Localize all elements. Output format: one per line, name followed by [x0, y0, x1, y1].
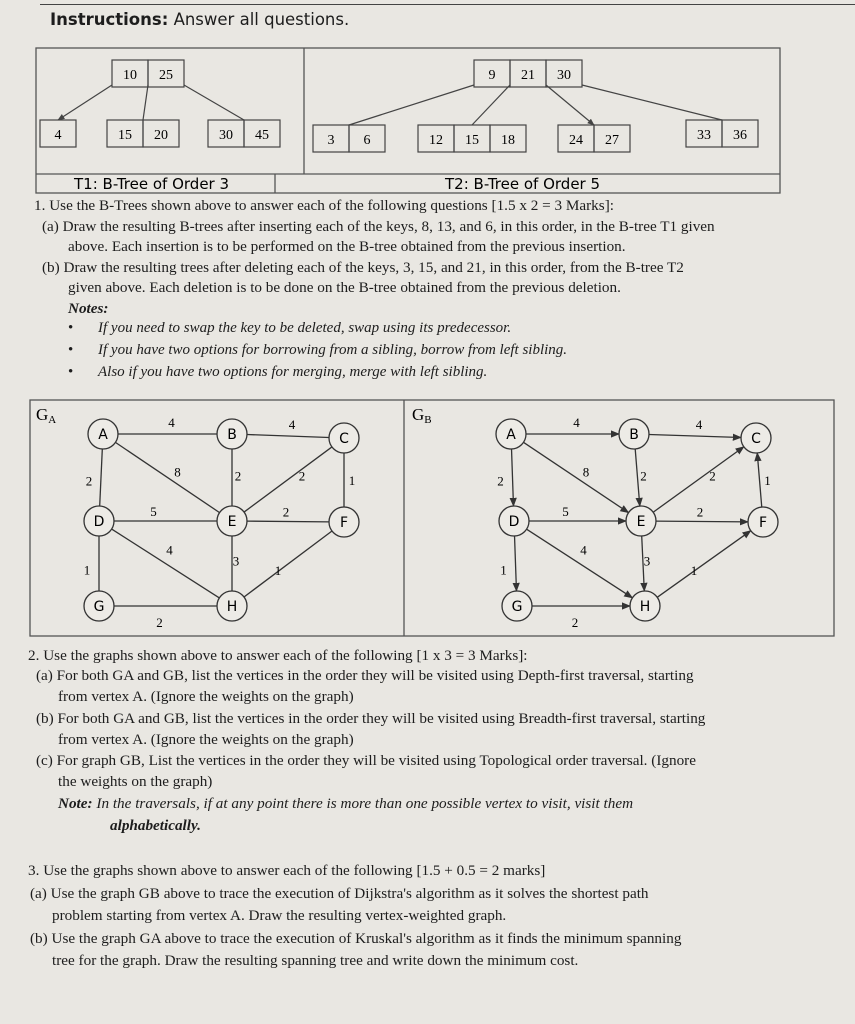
vertex-b	[217, 419, 247, 449]
vertex-label: B	[629, 427, 639, 443]
edge-weight: 2	[282, 504, 290, 520]
vertex-label: C	[339, 431, 349, 447]
vertex-label: A	[506, 427, 516, 443]
edge-weight: 2	[298, 468, 306, 484]
btree-t1-child	[208, 120, 280, 147]
edge-c-e	[244, 447, 332, 512]
btree-key: 36	[733, 128, 747, 143]
graph-b-title: GB	[412, 405, 432, 426]
edge-weight: 2	[640, 468, 647, 484]
btree-link	[184, 85, 244, 120]
vertex-c	[741, 423, 771, 453]
q2-c-line1: (c) For graph GB, List the vertices in the order they will be visited using Topological order traversal. (Ignore	[36, 752, 696, 769]
vertex-label: D	[93, 514, 105, 530]
edge-weight: 3	[643, 553, 651, 569]
edge-e-f	[247, 521, 329, 522]
edge-weight: 1	[83, 562, 91, 578]
vertex-g	[502, 591, 532, 621]
btree-key: 15	[465, 133, 479, 148]
q2-note-label: Note:	[58, 795, 93, 812]
btree-link	[582, 85, 722, 120]
instructions-label: Instructions:	[50, 10, 169, 29]
edge-weight: 2	[709, 468, 716, 484]
btree-key: 15	[118, 128, 132, 143]
edge-weight: 4	[580, 542, 587, 558]
edge-weight: 1	[690, 563, 698, 578]
edge-b-e	[635, 449, 640, 506]
edge-weight: 2	[571, 615, 579, 630]
btree-t2-root	[474, 60, 582, 87]
edge-weight: 4	[166, 542, 173, 558]
edge-weight: 1	[500, 562, 507, 578]
q1-a-line1: (a) Draw the resulting B-trees after inserting each of the keys, 8, 13, and 6, in this order, in the B-tree T1 given	[42, 218, 715, 235]
q1-b-line1: (b) Draw the resulting trees after deleting each of the keys, 3, 15, and 21, in this order, from the B-tree T2	[42, 259, 684, 276]
instructions-text: Answer all questions.	[173, 10, 350, 29]
btree-key: 18	[501, 133, 515, 148]
vertex-label: B	[227, 427, 237, 443]
q1-notes-label: Notes:	[68, 300, 109, 317]
edge-e-f	[656, 521, 748, 522]
btree-t2-child	[418, 125, 526, 152]
edge-weight: 4	[695, 417, 703, 432]
btree-link	[143, 85, 148, 120]
btree-figure	[0, 40, 855, 195]
edge-weight: 2	[85, 473, 93, 489]
edge-weight: 5	[150, 504, 157, 519]
edge-a-d	[512, 449, 514, 506]
btree-key: 4	[54, 128, 62, 143]
btree-key: 45	[255, 128, 269, 143]
btree-key: 12	[429, 133, 443, 148]
btree-link	[349, 85, 474, 125]
vertex-h	[630, 591, 660, 621]
q2-a-line2: from vertex A. (Ignore the weights on the graph)	[58, 688, 354, 705]
btree-key: 30	[557, 68, 571, 83]
edge-d-h	[527, 529, 633, 598]
edge-a-e	[115, 442, 219, 512]
edge-weight: 2	[156, 615, 163, 630]
edge-weight: 2	[497, 473, 504, 489]
edge-weight: 2	[234, 468, 242, 484]
vertex-label: E	[636, 514, 646, 530]
q1-note-2: • If you have two options for borrowing from a sibling, borrow from left sibling.	[98, 342, 567, 359]
btree-key: 33	[697, 128, 711, 143]
edge-a-d	[100, 449, 103, 506]
t1-caption: T1: B-Tree of Order 3	[74, 175, 230, 193]
vertex-label: D	[508, 514, 520, 530]
vertex-label: E	[227, 514, 237, 530]
q2-b-line1: (b) For both GA and GB, list the vertices in the order they will be visited using Breadth-first traversal, starting	[36, 710, 706, 727]
vertex-g	[84, 591, 114, 621]
edge-weight: 8	[174, 464, 181, 480]
btree-key: 30	[219, 128, 233, 143]
edge-weight: 5	[562, 504, 569, 519]
edge-weight: 8	[582, 464, 590, 480]
btree-t1-root	[112, 60, 184, 87]
edge-d-g	[515, 536, 517, 591]
btree-t2-child	[558, 125, 630, 152]
edge-b-c	[649, 434, 741, 437]
edge-weight: 4	[288, 417, 296, 432]
q3-b-line1: (b) Use the graph GA above to trace the execution of Kruskal's algorithm as it finds the minimum spanning	[30, 930, 682, 947]
btree-key: 9	[488, 68, 496, 83]
btree-key: 27	[605, 133, 619, 148]
edge-b-c	[247, 435, 329, 438]
q2-stem: 2. Use the graphs shown above to answer each of the following [1 x 3 = 3 Marks]:	[28, 647, 528, 664]
edge-d-h	[112, 529, 220, 598]
edge-f-c	[757, 453, 762, 507]
vertex-label: A	[98, 427, 108, 443]
edge-e-c	[653, 447, 744, 512]
edge-weight: 4	[573, 415, 580, 430]
btree-key: 10	[123, 68, 137, 83]
edge-h-f	[244, 531, 332, 597]
q3-b-line2: tree for the graph. Draw the resulting spanning tree and write down the minimum cost.	[52, 952, 579, 969]
q2-a-line1: (a) For both GA and GB, list the vertices in the order they will be visited using Depth-first traversal, starting	[36, 667, 694, 684]
graph-b	[496, 415, 778, 630]
top-rule	[40, 4, 855, 5]
edge-weight: 1	[274, 563, 282, 578]
vertex-e	[626, 506, 656, 536]
q3-a-line1: (a) Use the graph GB above to trace the execution of Dijkstra's algorithm as it solves the shortest path	[30, 885, 649, 902]
btree-key: 6	[363, 133, 371, 148]
btree-key: 21	[521, 68, 535, 83]
btree-t1-child	[107, 120, 179, 147]
q2-note-line2: alphabetically.	[110, 817, 201, 834]
q1-note-1: • If you need to swap the key to be deleted, swap using its predecessor.	[98, 320, 511, 337]
q3-a-line2: problem starting from vertex A. Draw the resulting vertex-weighted graph.	[52, 907, 507, 924]
q2-b-line2: from vertex A. (Ignore the weights on the graph)	[58, 731, 354, 748]
btree-key: 24	[569, 133, 583, 148]
vertex-c	[329, 423, 359, 453]
vertex-f	[748, 507, 778, 537]
btree-link	[546, 85, 594, 125]
btree-key: 25	[159, 68, 173, 83]
t2-caption: T2: B-Tree of Order 5	[445, 175, 601, 193]
graph-a	[84, 415, 359, 630]
q3-stem: 3. Use the graphs shown above to answer each of the following [1.5 + 0.5 = 2 marks]	[28, 862, 546, 879]
vertex-a	[88, 419, 118, 449]
btree-key: 20	[154, 128, 168, 143]
btree-t1	[40, 60, 280, 147]
vertex-label: F	[339, 515, 349, 531]
q1-note-3: • Also if you have two options for merging, merge with left sibling.	[98, 364, 487, 381]
graphs-figure	[0, 396, 855, 640]
q2-note-line1: In the traversals, if at any point there is more than one possible vertex to visit, visit them	[96, 795, 634, 812]
edge-weight: 1	[348, 473, 356, 488]
edge-weight: 2	[696, 504, 704, 520]
vertex-label: F	[758, 515, 768, 531]
vertex-label: H	[226, 599, 238, 615]
graph-a-title: GA	[36, 405, 57, 426]
btree-key: 3	[327, 133, 335, 148]
q2-note	[58, 794, 633, 814]
q1-a-line2: above. Each insertion is to be performed on the B-tree obtained from the previous insertion.	[68, 238, 626, 255]
vertex-e	[217, 506, 247, 536]
btree-link	[58, 85, 112, 120]
vertex-h	[217, 591, 247, 621]
edge-h-f	[657, 531, 751, 598]
vertex-label: G	[93, 599, 105, 615]
btree-t1-child	[40, 120, 76, 147]
vertex-label: H	[639, 599, 651, 615]
edge-weight: 3	[232, 553, 240, 569]
edge-weight: 1	[764, 473, 771, 488]
vertex-f	[329, 507, 359, 537]
vertex-d	[84, 506, 114, 536]
btree-t2-child	[313, 125, 385, 152]
btree-t2-child	[686, 120, 758, 147]
instructions-line	[50, 10, 349, 29]
btree-t2	[313, 60, 758, 152]
vertex-label: C	[751, 431, 761, 447]
edge-weight: 4	[168, 415, 175, 430]
vertex-b	[619, 419, 649, 449]
edge-a-e	[523, 442, 628, 512]
q1-b-line2: given above. Each deletion is to be done on the B-tree obtained from the previous deletion.	[68, 279, 621, 296]
vertex-d	[499, 506, 529, 536]
btree-link	[472, 85, 510, 125]
q1-stem: 1. Use the B-Trees shown above to answer each of the following questions [1.5 x 2 = 3 Marks]:	[34, 197, 614, 214]
vertex-a	[496, 419, 526, 449]
q2-c-line2: the weights on the graph)	[58, 773, 213, 790]
vertex-label: G	[511, 599, 523, 615]
